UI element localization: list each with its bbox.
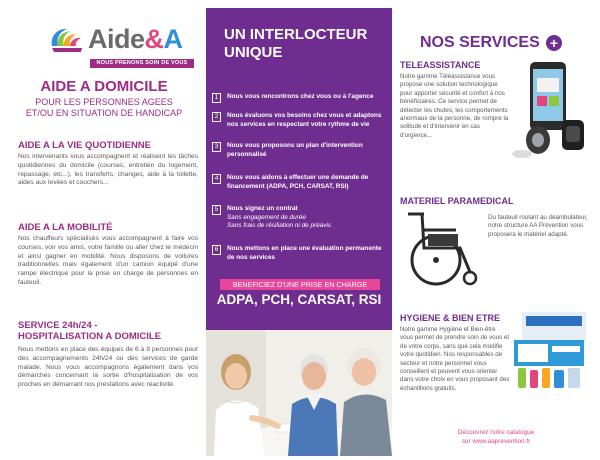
funders-list: ADPA, PCH, CARSAT, RSI (216, 292, 382, 307)
step-text: Nous mettons en place une évaluation permanente de nos services (227, 245, 382, 261)
consultation-photo-illustration (206, 330, 392, 456)
left-column (8, 8, 200, 456)
catalogue-line1: Découvrez notre catalogue (457, 429, 535, 436)
catalogue-link[interactable]: sur www.aaprevention.fr (461, 438, 531, 445)
left-subtitle-line1: POUR LES PERSONNES AGEES (35, 97, 173, 107)
right-column (396, 8, 596, 456)
brand-logo (48, 22, 198, 78)
step-number: 1 (212, 93, 221, 103)
brand-name-part1: Aide (88, 24, 145, 54)
step-text: Nous vous proposons un plan d'intervention personnalisé (227, 142, 363, 158)
teleassistance-devices-icon (512, 60, 596, 160)
prise-en-charge-banner: BENEFICIEZ D'UNE PRISE EN CHARGE (220, 279, 380, 290)
step-note: Sans engagement de durée (227, 213, 306, 221)
hygiene-title: HYGIENE & BIEN ETRE (400, 313, 501, 323)
left-subtitle (8, 97, 200, 119)
left-subtitle-line2: ET/OU EN SITUATION DE HANDICAP (25, 108, 183, 118)
wheelchair-icon (400, 208, 484, 288)
brand-name-part2: A (163, 24, 183, 54)
brand-ampersand: & (144, 24, 164, 54)
hygiene-text: Notre gamme Hygiène et Bien-être vous permet de prendre soin de vous et de votre corps, sans que cela modifie votre quotidien. Nos responsables de secteur et notre personnel vous conseillent et peuvent vous orienter dans votre choix en vous proposant des échantillons gratuits. (400, 326, 510, 392)
step-text: Nous vous aidons à effectuer une demande de financement (ADPA, PCH, CARSAT, RSI) (227, 174, 369, 190)
panel-title-line2: UNIQUE (224, 44, 283, 61)
services-title: NOS SERVICES (420, 34, 540, 51)
step-number: 2 (212, 112, 221, 122)
plus-icon: + (546, 35, 562, 51)
consultation-photo (206, 330, 392, 456)
section-title-service-24h (18, 320, 161, 342)
brand-name (88, 24, 183, 55)
section-title-mobilite: AIDE A LA MOBILITÉ (18, 222, 113, 233)
paramedical-text: Du fauteuil roulant au déambulateur, notre structure AA Prévention vous proposera le matériel adapté. (488, 214, 588, 238)
hygiene-products-icon (512, 306, 596, 392)
logo-mark-icon (48, 24, 86, 58)
panel-title-line1: UN INTERLOCTEUR (224, 26, 368, 43)
step-number: 3 (212, 142, 221, 152)
paramedical-title: MATERIEL PARAMEDICAL (400, 196, 514, 206)
step-text: Nous évaluons vos besoins chez vous et adaptons nos services en respectant votre rythme de vie (227, 112, 382, 128)
teleassistance-text: Notre gamme Téléassistance vous propose une solution technologique pour apporter sécurité et confort à nos bénéficiaires. Ce service permet de détecter les chutes, les comportements anormaux de la personne, de rompre la solitude et d'intervenir en cas d'urgence... (400, 73, 509, 139)
brand-tagline: NOUS PRENONS SOIN DE VOUS (90, 59, 194, 68)
section-title-service-24h-line1: SERVICE 24h/24 - (18, 320, 98, 331)
section-title-vie-quotidienne: AIDE A LA VIE QUOTIDIENNE (18, 140, 152, 151)
step-number: 5 (212, 205, 221, 215)
teleassistance-title: TELEASSISTANCE (400, 60, 481, 70)
section-title-service-24h-line2: HOSPITALISATION A DOMICILE (18, 331, 162, 342)
section-text-mobilite: Nos chauffeurs spécialisés vous accompagnent à faire vos courses, voir vos amis, votre famille ou aller chez le médecin et ainsi gagner en mobilité. Nous disposons de voitures traditionnelles mais également d'un camion équipé d'une rampe électrique pour la prise en charge de personnes en fauteuil. (18, 235, 198, 286)
section-text-service-24h: Nous mettons en place des équipes de 6 à 8 personnes pour des accompagnements 24h/24 ou des services de garde malade. Nous vous accompagnons également dans vos démarches concernant la sortie d'hospitalisation de vos proches en démarrant nos prestations avec réactivité. (18, 346, 198, 389)
panel-title (224, 26, 367, 62)
step-text (227, 205, 385, 231)
step-number: 4 (212, 174, 221, 184)
step-text: Nous vous rencontrons chez vous ou à l'agence (227, 93, 374, 100)
step-number: 6 (212, 245, 221, 255)
step-main-text: Nous signez un contrat (227, 205, 298, 212)
left-title: AIDE A DOMICILE (40, 78, 168, 95)
step-note: Sans frais de résiliation ni de préavis (227, 222, 332, 230)
interlocuteur-panel (206, 8, 392, 330)
section-text-vie-quotidienne: Nos intervenants vous accompagnent et réalisent les tâches quotidiennes du domicile (courses, entretien du logement, repassage, etc...), les transferts, changes, aide à la toilette, aides aux levées et couchers... (18, 153, 198, 187)
catalogue-note (396, 428, 596, 446)
